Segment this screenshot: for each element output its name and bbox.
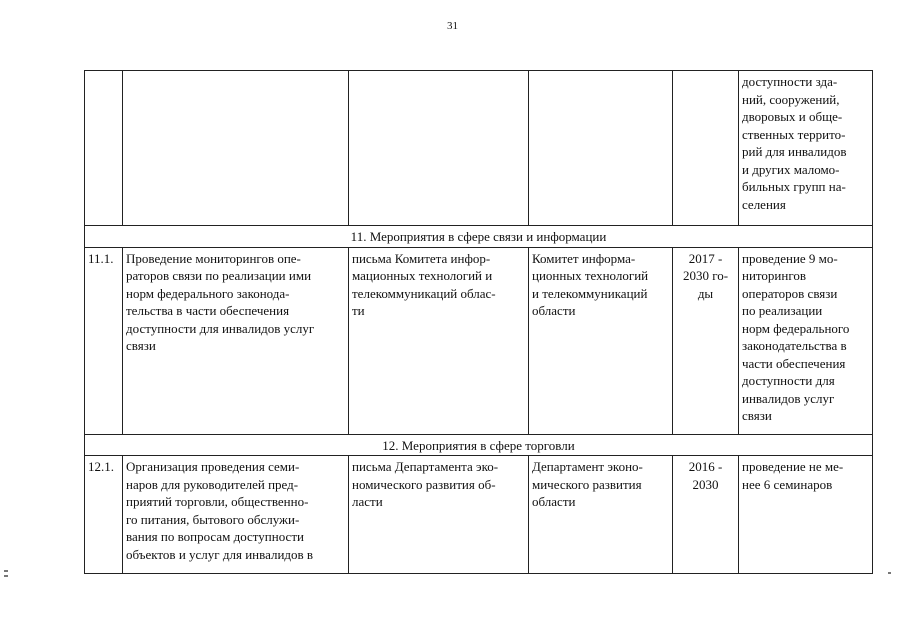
period-line: 2017 -: [688, 250, 723, 266]
document-line: номического развития об-: [352, 476, 496, 492]
cell-executor: [529, 456, 673, 574]
cell-period: [673, 247, 739, 434]
result-line: по реализации: [742, 303, 823, 318]
activity-line: Проведение мониторингов опе-: [126, 250, 301, 266]
scan-mark: [4, 570, 8, 572]
cell-document: [349, 456, 529, 574]
result-line: ниторингов: [742, 268, 806, 283]
executor-line: мического развития: [532, 476, 642, 492]
cell-activity: [123, 71, 349, 226]
document-line: телекоммуникаций облас-: [352, 285, 496, 301]
document-line: письма Департамента эко-: [352, 459, 499, 474]
executor-line: и телекоммуникаций: [532, 285, 648, 301]
activity-line: вания по вопросам доступности: [126, 529, 304, 544]
activity-line: объектов и услуг для инвалидов в: [126, 546, 314, 562]
cell-document: [349, 71, 529, 226]
result-line: доступности зда-: [742, 74, 838, 89]
period-line: 2016 -: [688, 459, 723, 474]
section-header-row: [85, 226, 873, 248]
executor-line: области: [532, 494, 576, 509]
period-line: 2030 го-: [682, 268, 729, 283]
result-line: проведение 9 мо-: [742, 250, 838, 266]
result-line: ственных террито-: [742, 126, 846, 142]
cell-period: [673, 71, 739, 226]
section-header-row: [85, 434, 873, 456]
result-line: селения: [742, 196, 786, 212]
table-row: [85, 247, 873, 434]
cell-num: 12.1.: [85, 456, 123, 574]
section-title: 12. Мероприятия в сфере торговли: [85, 434, 873, 456]
activity-line: связи: [126, 338, 156, 353]
executor-line: ционных технологий: [532, 268, 649, 283]
cell-num: [85, 71, 123, 226]
measures-table: [84, 70, 873, 574]
result-line: норм федерального: [742, 320, 850, 336]
executor-line: области: [532, 303, 576, 318]
continuation-row: [85, 71, 873, 226]
table-row: [85, 456, 873, 574]
result-line: ний, сооружений,: [742, 91, 840, 107]
result-line: рий для инвалидов: [742, 144, 847, 159]
result-line: проведение не ме-: [742, 459, 844, 474]
activity-line: го питания, бытового обслужи-: [126, 511, 300, 527]
result-line: дворовых и обще-: [742, 109, 843, 124]
cell-result: [739, 247, 873, 434]
period-line: ды: [697, 285, 714, 301]
period-line: 2030: [692, 476, 719, 492]
cell-num: 11.1.: [85, 247, 123, 434]
cell-activity: [123, 456, 349, 574]
executor-line: Комитет информа-: [532, 250, 636, 266]
cell-executor: [529, 71, 673, 226]
result-line: законодательства в: [742, 338, 847, 353]
activity-line: Организация проведения семи-: [126, 459, 300, 474]
result-line: доступности для: [742, 373, 835, 388]
result-line: нее 6 семинаров: [742, 476, 833, 492]
result-line: связи: [742, 408, 772, 423]
document-line: письма Комитета инфор-: [352, 250, 491, 266]
activity-line: наров для руководителей пред-: [126, 476, 299, 492]
result-text: [742, 73, 869, 213]
result-line: операторов связи: [742, 285, 838, 301]
activity-line: приятий торговли, общественно-: [126, 494, 309, 509]
scan-mark: [888, 572, 891, 574]
activity-line: раторов связи по реализации ими: [126, 268, 312, 283]
document-line: ти: [352, 303, 365, 318]
section-title: 11. Мероприятия в сфере связи и информации: [85, 226, 873, 248]
document-line: мационных технологий и: [352, 268, 493, 283]
cell-executor: [529, 247, 673, 434]
result-line: части обеспечения: [742, 355, 846, 371]
page-number: 31: [447, 20, 458, 32]
cell-result: [739, 456, 873, 574]
executor-line: Департамент эконо-: [532, 459, 643, 474]
cell-result: [739, 71, 873, 226]
result-line: бильных групп на-: [742, 179, 846, 194]
cell-activity: [123, 247, 349, 434]
result-line: и других маломо-: [742, 161, 840, 177]
activity-line: норм федерального законода-: [126, 285, 290, 301]
cell-document: [349, 247, 529, 434]
scan-mark: [4, 575, 8, 577]
document-line: ласти: [352, 494, 383, 509]
activity-line: тельства в части обеспечения: [126, 303, 290, 318]
activity-line: доступности для инвалидов услуг: [126, 320, 315, 336]
cell-period: [673, 456, 739, 574]
result-line: инвалидов услуг: [742, 390, 835, 406]
